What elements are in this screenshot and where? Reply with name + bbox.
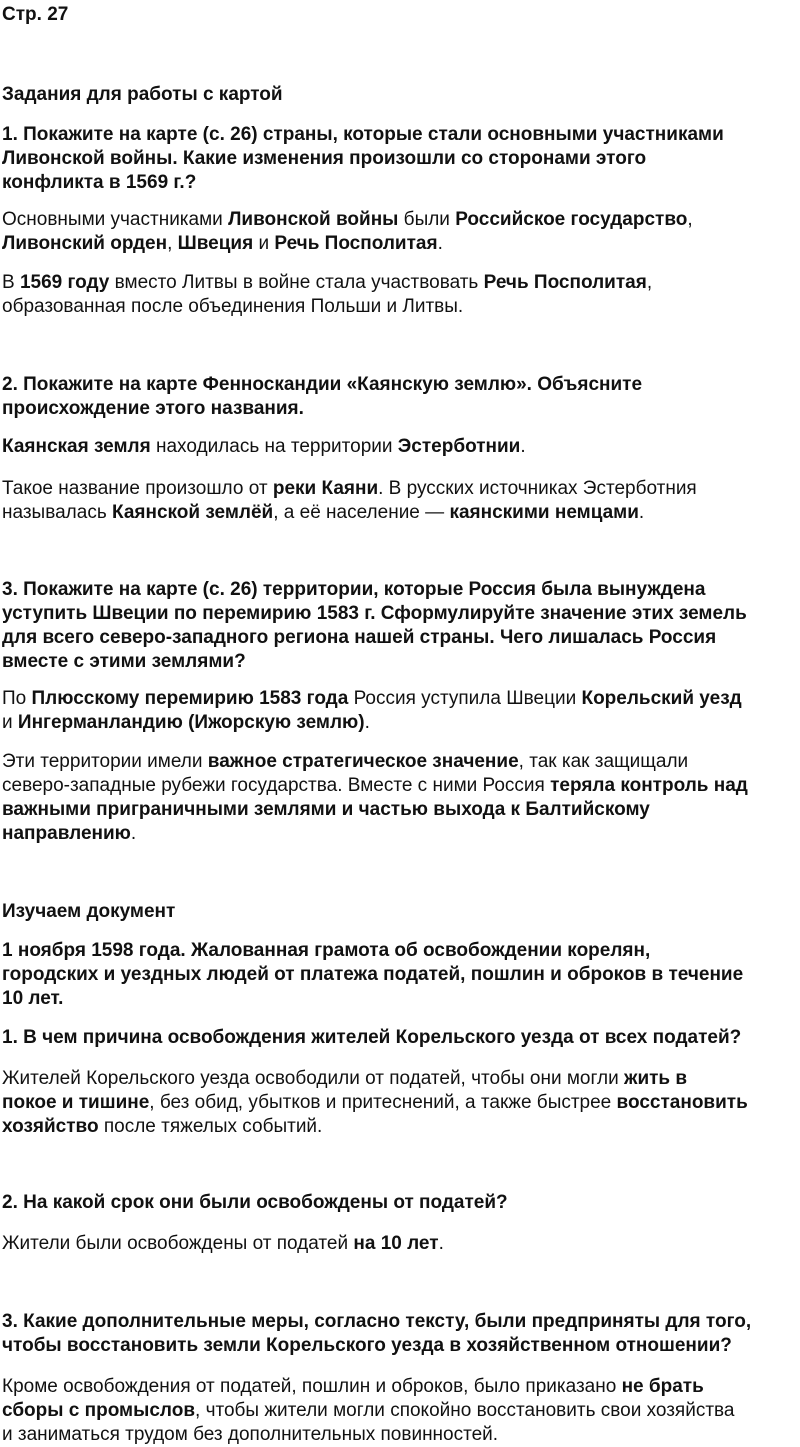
- doc-heading: [2, 939, 798, 1011]
- text-run: и: [253, 233, 275, 254]
- text-line: [2, 1334, 798, 1358]
- bold-text: восстановить: [616, 1092, 748, 1113]
- bold-text: важное стратегическое значение: [207, 751, 519, 772]
- text-line: [2, 397, 798, 421]
- text-line: [2, 147, 798, 171]
- text-line: [2, 435, 798, 459]
- bold-text: Ливонской войны: [228, 209, 399, 230]
- text-run: 1 ноября 1598 года. Жалованная грамота об освобождении корелян,: [2, 940, 651, 961]
- dq2-answer: [2, 1232, 798, 1256]
- text-run: Задания для работы с картой: [2, 84, 283, 105]
- text-run: , чтобы жители могли спокойно восстановить свои хозяйства: [195, 1400, 735, 1421]
- bold-text: не брать: [621, 1376, 704, 1397]
- text-line: [2, 1026, 798, 1050]
- text-run: Россия уступила Швеции: [348, 688, 582, 709]
- text-run: .: [130, 823, 137, 844]
- text-line: [2, 1310, 798, 1334]
- bold-text: Эстерботнии: [397, 436, 521, 457]
- page-label: Стр. 27: [2, 4, 69, 25]
- q3-answer-1: [2, 687, 798, 735]
- text-line: [2, 83, 798, 107]
- text-line: [2, 711, 798, 735]
- text-line: [2, 900, 798, 924]
- text-run: , так как защищали: [518, 751, 689, 772]
- text-run: были: [398, 209, 456, 230]
- bold-text: Речь Посполитая: [483, 272, 647, 293]
- text-line: [2, 1232, 798, 1256]
- text-run: .: [520, 436, 526, 457]
- q2-answer-2: [2, 477, 798, 525]
- text-line: [2, 1375, 798, 1399]
- text-line: [2, 578, 798, 602]
- text-run: 3. Покажите на карте (с. 26) территории, которые Россия была вынуждена: [2, 579, 706, 600]
- text-run: , а её население —: [273, 502, 450, 523]
- bold-text: 1569 году: [19, 272, 110, 293]
- text-line: [2, 123, 798, 147]
- text-line: [2, 939, 798, 963]
- text-line: [2, 963, 798, 987]
- text-line: [2, 208, 798, 232]
- text-line: [2, 750, 798, 774]
- bold-text: реки Каяни: [272, 478, 379, 499]
- text-run: ,: [167, 233, 178, 254]
- text-line: [2, 602, 798, 626]
- text-run: находилась на территории: [150, 436, 398, 457]
- text-run: Эти территории имели: [2, 751, 208, 772]
- text-run: Такое название произошло от: [2, 478, 273, 499]
- dq3-heading: [2, 1310, 798, 1358]
- text-run: Основными участниками: [2, 209, 229, 230]
- text-run: образованная после объединения Польши и Литвы.: [2, 296, 464, 317]
- bold-text: Речь Посполитая: [274, 233, 438, 254]
- text-line: [2, 271, 798, 295]
- bold-text: жить в: [623, 1068, 688, 1089]
- dq2-heading: [2, 1191, 798, 1215]
- text-run: 3. Какие дополнительные меры, согласно тексту, были предприняты для того,: [2, 1311, 752, 1332]
- q1-answer-1: [2, 208, 798, 256]
- text-run: 1. Покажите на карте (с. 26) страны, которые стали основными участниками: [2, 124, 724, 145]
- text-run: 10 лет.: [2, 988, 64, 1009]
- text-run: и заниматься трудом без дополнительных повинностей.: [2, 1424, 499, 1445]
- bold-text: важными приграничными землями и частью выхода к Балтийскому: [2, 799, 650, 820]
- text-run: .: [437, 233, 443, 254]
- text-run: В: [2, 272, 20, 293]
- dq1-answer: [2, 1067, 798, 1139]
- bold-text: теряла контроль над: [550, 775, 748, 796]
- bold-text: Каянской землёй: [112, 502, 274, 523]
- text-line: [2, 1399, 798, 1423]
- text-run: .: [638, 502, 645, 523]
- text-line: [2, 687, 798, 711]
- text-line: [2, 1115, 798, 1139]
- text-run: называлась: [2, 502, 112, 523]
- text-line: [2, 798, 798, 822]
- bold-text: на 10 лет: [353, 1233, 439, 1254]
- text-run: конфликта в 1569 г.?: [2, 172, 197, 193]
- q1-heading: [2, 123, 798, 195]
- q2-heading: [2, 373, 798, 421]
- text-run: По: [2, 688, 32, 709]
- text-run: после тяжелых событий.: [98, 1116, 323, 1137]
- text-run: .: [438, 1233, 444, 1254]
- bold-text: Корельский уезд: [581, 688, 742, 709]
- text-run: и: [2, 712, 18, 733]
- q3-answer-2: [2, 750, 798, 846]
- text-run: 2. Покажите на карте Фенноскандии «Каянскую землю». Объясните: [2, 374, 643, 395]
- bold-text: Ингерманландию (Ижорскую землю): [17, 712, 365, 733]
- bold-text: Каянская земля: [2, 436, 151, 457]
- text-line: [2, 1191, 798, 1215]
- q3-heading: [2, 578, 798, 674]
- text-line: [2, 501, 798, 525]
- bold-text: каянскими немцами: [449, 502, 639, 523]
- text-run: Жителей Корельского уезда освободили от податей, чтобы они могли: [2, 1068, 624, 1089]
- text-run: Ливонской войны. Какие изменения произошли со сторонами этого: [2, 148, 647, 169]
- text-run: северо-западные рубежи государства. Вместе с ними Россия: [2, 775, 551, 796]
- text-run: 2. На какой срок они были освобождены от податей?: [2, 1192, 508, 1213]
- doc-section-title: [2, 900, 798, 924]
- text-run: вместо Литвы в войне стала участвовать: [109, 272, 484, 293]
- text-run: . В русских источниках Эстерботния: [378, 478, 697, 499]
- dq1-heading: [2, 1026, 798, 1050]
- text-run: городских и уездных людей от платежа податей, пошлин и оброков в течение: [2, 964, 744, 985]
- dq3-answer: [2, 1375, 798, 1447]
- q2-answer-1: [2, 435, 798, 459]
- text-run: .: [364, 712, 370, 733]
- bold-text: Швеция: [177, 233, 254, 254]
- text-line: [2, 987, 798, 1011]
- bold-text: сборы с промыслов: [2, 1400, 196, 1421]
- bold-text: покое и тишине: [2, 1092, 150, 1113]
- text-run: происхождение этого названия.: [2, 398, 304, 419]
- text-run: 1. В чем причина освобождения жителей Корельского уезда от всех податей?: [2, 1027, 742, 1048]
- text-line: [2, 373, 798, 397]
- text-run: , без обид, убытков и притеснений, а также быстрее: [149, 1092, 617, 1113]
- text-line: [2, 295, 798, 319]
- text-run: уступить Швеции по перемирию 1583 г. Сформулируйте значение этих земель: [2, 603, 747, 624]
- map-section-title: [2, 83, 798, 107]
- text-line: [2, 1423, 798, 1447]
- bold-text: Российское государство: [455, 209, 688, 230]
- text-line: [2, 1067, 798, 1091]
- text-line: [2, 232, 798, 256]
- bold-text: Плюсскому перемирию 1583 года: [31, 688, 349, 709]
- text-line: [2, 650, 798, 674]
- text-run: Изучаем документ: [2, 901, 176, 922]
- text-run: Кроме освобождения от податей, пошлин и оброков, было приказано: [2, 1376, 622, 1397]
- bold-text: направлению: [2, 823, 131, 844]
- text-line: [2, 774, 798, 798]
- bold-text: Ливонский орден: [2, 233, 168, 254]
- text-run: для всего северо-западного региона нашей страны. Чего лишалась Россия: [2, 627, 717, 648]
- text-run: ,: [646, 272, 653, 293]
- text-run: чтобы восстановить земли Корельского уезда в хозяйственном отношении?: [2, 1335, 732, 1356]
- text-run: Жители были освобождены от податей: [2, 1233, 354, 1254]
- text-line: [2, 171, 798, 195]
- text-run: вместе с этими землями?: [2, 651, 246, 672]
- q1-answer-2: [2, 271, 798, 319]
- text-line: [2, 1091, 798, 1115]
- text-line: [2, 822, 798, 846]
- text-line: [2, 477, 798, 501]
- text-run: ,: [687, 209, 693, 230]
- text-line: [2, 626, 798, 650]
- bold-text: хозяйство: [2, 1116, 99, 1137]
